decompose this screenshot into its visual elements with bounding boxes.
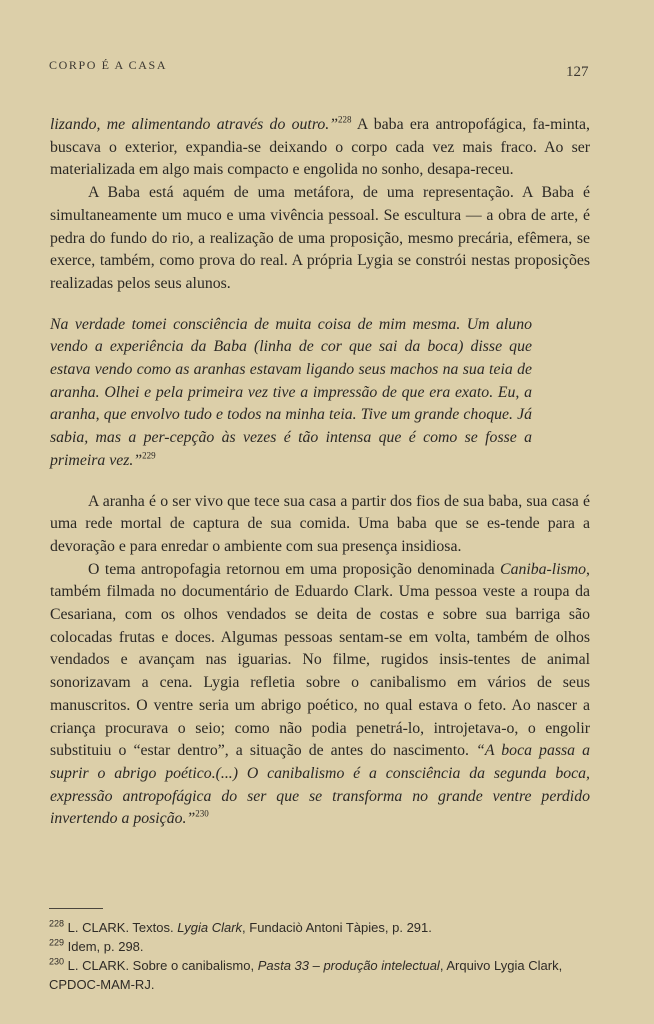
page-number: 127 xyxy=(566,64,589,80)
footnote-number: 229 xyxy=(49,937,65,948)
footnote-number: 228 xyxy=(49,918,65,929)
paragraph-4 xyxy=(50,559,590,831)
italic-lead: lizando, me alimentando através do outro.” xyxy=(50,116,339,133)
footnote-ref-229: 229 xyxy=(142,450,156,461)
body-text xyxy=(50,114,590,831)
footnote-229 xyxy=(49,937,589,956)
paragraph-4-italic-title: Caniba-lismo xyxy=(500,560,587,578)
paragraph-1 xyxy=(50,114,590,182)
footnote-ref-230: 230 xyxy=(195,809,209,820)
footnote-text: L. CLARK. Textos. xyxy=(64,920,178,935)
footnote-text: L. CLARK. Sobre o canibalismo, xyxy=(64,958,258,973)
footnote-divider xyxy=(49,908,103,909)
footnote-text-end: , Fundaciò Antoni Tàpies, p. 291. xyxy=(242,920,432,935)
paragraph-4-text-a: O tema antropofagia retornou em uma proposição denominada xyxy=(88,560,501,578)
paragraph-4-italic-quote: “A boca passa a suprir o abrigo poético.(...) O canibalismo é a consciência da segunda boca, expressão antropofágica do ser que se transforma no grande ventre perdido invertendo a posição.” xyxy=(50,742,591,828)
footnote-text: Idem, p. 298. xyxy=(64,939,144,954)
footnote-ref-228: 228 xyxy=(338,114,352,125)
footnote-230 xyxy=(49,956,589,994)
footnotes xyxy=(49,918,589,994)
paragraph-3: A aranha é o ser vivo que tece sua casa a partir dos fios de sua baba, sua casa é uma rede mortal de captura de sua comida. Uma baba que se es-tende para a devoração e para enredar o ambiente com sua presença insidiosa. xyxy=(50,492,590,555)
paragraph-2: A Baba está aquém de uma metáfora, de uma representação. A Baba é simultaneamente um muco e uma vivência pessoal. Se escultura — a obra de arte, é pedra do fundo do rio, a realização de uma proposição, mesmo precária, efêmera, se exerce, também, como prova do real. A própria Lygia se constrói nestas proposições realizadas pelos seus alunos. xyxy=(50,184,590,292)
footnote-228 xyxy=(49,918,589,937)
block-quote-text: Na verdade tomei consciência de muita coisa de mim mesma. Um aluno vendo a experiência da Baba (linha de cor que sai da boca) disse que estava vendo como as aranhas estavam ligando seus machos na sua teia de aranha. Olhei e pela primeira vez tive a impressão de que era exato. Eu, a aranha, que envolvo tudo e todos na minha teia. Tive um grande choque. Já sabia, mas a per-cepção às vezes é tão intensa que é como se fosse a primeira vez.” xyxy=(50,315,532,469)
footnote-italic: Pasta 33 – produção intelectual xyxy=(257,958,440,973)
running-title: CORPO É A CASA xyxy=(49,58,168,72)
footnote-text-end: , Arquivo Lygia Clark, CPDOC-MAM-RJ. xyxy=(49,958,563,992)
footnote-italic: Lygia Clark xyxy=(177,920,243,935)
footnote-number: 230 xyxy=(49,956,65,967)
block-quote xyxy=(50,314,532,473)
paragraph-1-text: A baba era antropofágica, fa-minta, buscava o exterior, expandia-se deixando o corpo cada vez mais fraco. Ao ser materializada em algo mais compacto e engolida no sonho, desapa-receu. xyxy=(50,116,590,179)
paragraph-4-text-b: , também filmada no documentário de Eduardo Clark. Uma pessoa veste a roupa da Cesariana, com os olhos vendados se deita de costas e sobre sua barriga são colocadas frutas e doces. Algumas pessoas sentam-se em volta, também de olhos vendados e avançam nas iguarias. No filme, rugidos insis-tentes de animal sonorizavam a cena. Lygia refletia sobre o canibalismo em vários de seus manuscritos. O ventre seria um abrigo poético, no qual estava o feto. Ao nascer a criança procurava o seio; como não podia penetrá-lo, introjetava-o, o engolir substituiu o “estar dentro”, a situação de antes do nascimento. xyxy=(50,560,590,760)
